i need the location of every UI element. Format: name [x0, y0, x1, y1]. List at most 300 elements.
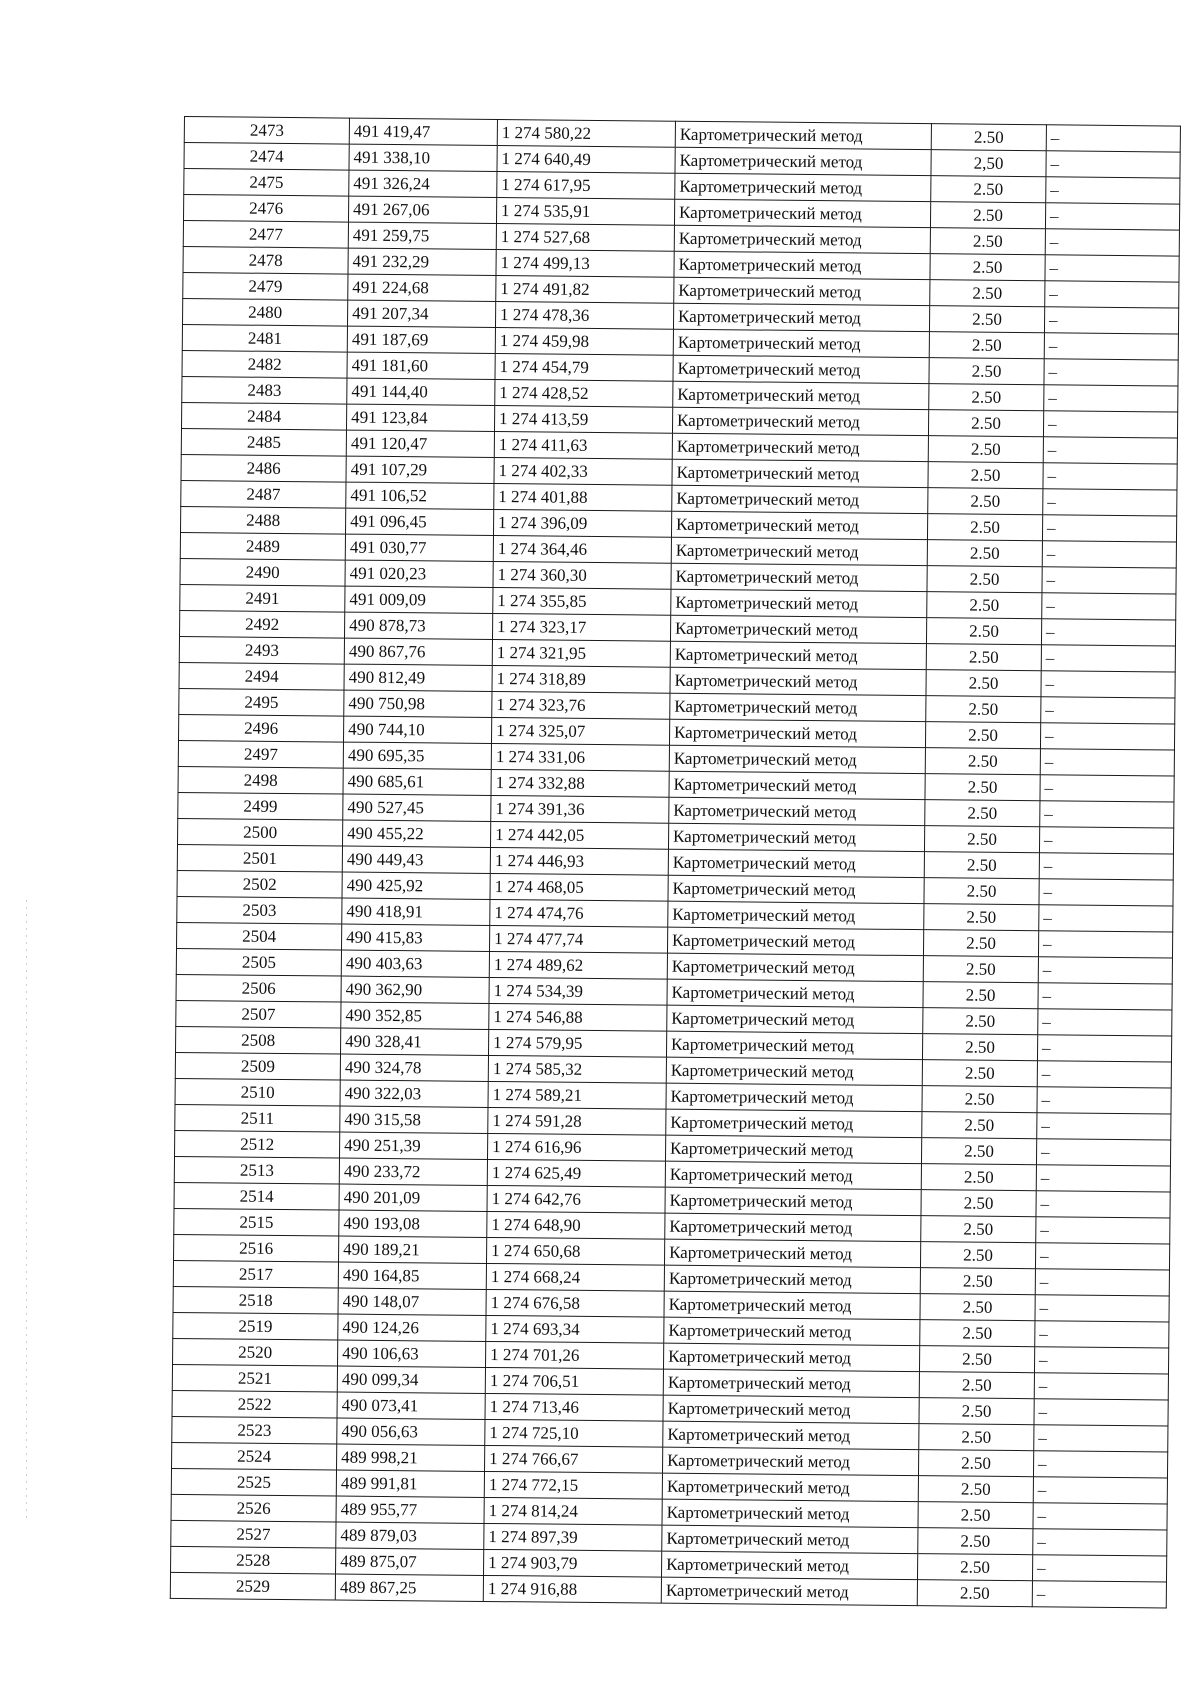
method-cell: Картометрический метод — [673, 355, 929, 383]
accuracy-cell: 2,50 — [931, 150, 1046, 177]
method-cell: Картометрический метод — [664, 1265, 920, 1293]
x-coordinate-cell: 490 189,21 — [339, 1236, 487, 1263]
y-coordinate-cell: 1 274 499,13 — [496, 250, 674, 278]
method-cell: Картометрический метод — [662, 1447, 918, 1475]
method-cell: Картометрический метод — [673, 381, 929, 409]
point-number-cell: 2495 — [179, 688, 344, 716]
x-coordinate-cell: 491 181,60 — [347, 352, 495, 379]
note-cell: – — [1035, 1243, 1169, 1270]
y-coordinate-cell: 1 274 625,49 — [487, 1159, 665, 1187]
point-number-cell: 2485 — [181, 428, 346, 456]
note-cell: – — [1046, 125, 1180, 152]
y-coordinate-cell: 1 274 903,79 — [484, 1549, 662, 1577]
x-coordinate-cell: 490 812,49 — [344, 664, 492, 691]
point-number-cell: 2493 — [179, 636, 344, 664]
point-number-cell: 2480 — [182, 298, 347, 326]
x-coordinate-cell: 490 425,92 — [342, 872, 490, 899]
y-coordinate-cell: 1 274 442,05 — [490, 821, 668, 849]
method-cell: Картометрический метод — [663, 1369, 919, 1397]
accuracy-cell: 2.50 — [920, 1268, 1035, 1295]
note-cell: – — [1036, 1191, 1170, 1218]
note-cell: – — [1040, 723, 1174, 750]
point-number-cell: 2496 — [179, 714, 344, 742]
note-cell: – — [1034, 1347, 1168, 1374]
accuracy-cell: 2.50 — [921, 1190, 1036, 1217]
accuracy-cell: 2.50 — [930, 228, 1045, 255]
point-number-cell: 2482 — [182, 350, 347, 378]
note-cell: – — [1039, 905, 1173, 932]
note-cell: – — [1043, 489, 1177, 516]
accuracy-cell: 2.50 — [923, 1008, 1038, 1035]
method-cell: Картометрический метод — [668, 849, 924, 877]
note-cell: – — [1033, 1477, 1167, 1504]
accuracy-cell: 2.50 — [918, 1450, 1033, 1477]
note-cell: – — [1038, 931, 1172, 958]
y-coordinate-cell: 1 274 468,05 — [490, 873, 668, 901]
point-number-cell: 2527 — [171, 1520, 336, 1548]
y-coordinate-cell: 1 274 323,17 — [492, 613, 670, 641]
y-coordinate-cell: 1 274 617,95 — [497, 172, 675, 200]
method-cell: Картометрический метод — [675, 147, 931, 175]
note-cell: – — [1043, 463, 1177, 490]
method-cell: Картометрический метод — [669, 719, 925, 747]
coordinates-table-wrapper — [170, 116, 1180, 1608]
x-coordinate-cell: 491 020,23 — [345, 560, 493, 587]
method-cell: Картометрический метод — [662, 1525, 918, 1553]
point-number-cell: 2481 — [182, 324, 347, 352]
note-cell: – — [1040, 749, 1174, 776]
y-coordinate-cell: 1 274 589,21 — [488, 1081, 666, 1109]
method-cell: Картометрический метод — [669, 745, 925, 773]
point-number-cell: 2490 — [180, 558, 345, 586]
note-cell: – — [1044, 307, 1178, 334]
note-cell: – — [1033, 1529, 1167, 1556]
accuracy-cell: 2.50 — [926, 644, 1041, 671]
method-cell: Картометрический метод — [664, 1291, 920, 1319]
note-cell: – — [1045, 255, 1179, 282]
point-number-cell: 2479 — [183, 272, 348, 300]
point-number-cell: 2476 — [183, 195, 348, 223]
method-cell: Картометрический метод — [667, 927, 923, 955]
x-coordinate-cell: 490 124,26 — [338, 1314, 486, 1341]
y-coordinate-cell: 1 274 489,62 — [489, 951, 667, 979]
point-number-cell: 2499 — [178, 792, 343, 820]
note-cell: – — [1036, 1139, 1170, 1166]
note-cell: – — [1039, 879, 1173, 906]
point-number-cell: 2491 — [180, 584, 345, 612]
method-cell: Картометрический метод — [674, 225, 930, 253]
y-coordinate-cell: 1 274 701,26 — [486, 1341, 664, 1369]
method-cell: Картометрический метод — [665, 1213, 921, 1241]
note-cell: – — [1036, 1165, 1170, 1192]
note-cell: – — [1039, 827, 1173, 854]
accuracy-cell: 2.50 — [920, 1320, 1035, 1347]
method-cell: Картометрический метод — [666, 1083, 922, 1111]
method-cell: Картометрический метод — [670, 667, 926, 695]
point-number-cell: 2516 — [174, 1234, 339, 1262]
point-number-cell: 2508 — [176, 1026, 341, 1054]
accuracy-cell: 2.50 — [927, 566, 1042, 593]
point-number-cell: 2526 — [171, 1494, 336, 1522]
note-cell: – — [1038, 1009, 1172, 1036]
point-number-cell: 2507 — [176, 1000, 341, 1028]
method-cell: Картометрический метод — [671, 563, 927, 591]
point-number-cell: 2515 — [174, 1208, 339, 1236]
y-coordinate-cell: 1 274 693,34 — [486, 1315, 664, 1343]
accuracy-cell: 2.50 — [925, 800, 1040, 827]
point-number-cell: 2502 — [177, 870, 342, 898]
x-coordinate-cell: 491 030,77 — [345, 534, 493, 561]
note-cell: – — [1044, 385, 1178, 412]
method-cell: Картометрический метод — [669, 797, 925, 825]
y-coordinate-cell: 1 274 355,85 — [493, 587, 671, 615]
x-coordinate-cell: 491 106,52 — [346, 482, 494, 509]
point-number-cell: 2510 — [175, 1078, 340, 1106]
point-number-cell: 2524 — [172, 1442, 337, 1470]
note-cell: – — [1045, 281, 1179, 308]
y-coordinate-cell: 1 274 648,90 — [487, 1211, 665, 1239]
x-coordinate-cell: 490 056,63 — [337, 1418, 485, 1445]
accuracy-cell: 2.50 — [923, 930, 1038, 957]
accuracy-cell: 2.50 — [929, 384, 1044, 411]
point-number-cell: 2517 — [173, 1260, 338, 1288]
y-coordinate-cell: 1 274 477,74 — [489, 925, 667, 953]
x-coordinate-cell: 489 991,81 — [336, 1470, 484, 1497]
x-coordinate-cell: 490 455,22 — [342, 820, 490, 847]
note-cell: – — [1044, 333, 1178, 360]
method-cell: Картометрический метод — [674, 199, 930, 227]
note-cell: – — [1040, 775, 1174, 802]
method-cell: Картометрический метод — [674, 277, 930, 305]
y-coordinate-cell: 1 274 814,24 — [484, 1497, 662, 1525]
point-number-cell: 2487 — [181, 480, 346, 508]
x-coordinate-cell: 491 187,69 — [347, 326, 495, 353]
x-coordinate-cell: 491 224,68 — [348, 274, 496, 301]
y-coordinate-cell: 1 274 713,46 — [485, 1393, 663, 1421]
method-cell: Картометрический метод — [672, 433, 928, 461]
note-cell: – — [1034, 1399, 1168, 1426]
note-cell: – — [1039, 853, 1173, 880]
point-number-cell: 2492 — [180, 610, 345, 638]
point-number-cell: 2521 — [172, 1364, 337, 1392]
accuracy-cell: 2.50 — [918, 1528, 1033, 1555]
point-number-cell: 2477 — [183, 220, 348, 248]
accuracy-cell: 2.50 — [921, 1138, 1036, 1165]
x-coordinate-cell: 490 073,41 — [337, 1392, 485, 1419]
point-number-cell: 2506 — [176, 974, 341, 1002]
method-cell: Картометрический метод — [672, 485, 928, 513]
x-coordinate-cell: 491 120,47 — [346, 430, 494, 457]
point-number-cell: 2513 — [174, 1156, 339, 1184]
accuracy-cell: 2.50 — [922, 1060, 1037, 1087]
y-coordinate-cell: 1 274 474,76 — [490, 899, 668, 927]
x-coordinate-cell: 490 324,78 — [340, 1054, 488, 1081]
method-cell: Картометрический метод — [668, 875, 924, 903]
method-cell: Картометрический метод — [673, 303, 929, 331]
accuracy-cell: 2.50 — [921, 1164, 1036, 1191]
x-coordinate-cell: 490 403,63 — [341, 950, 489, 977]
point-number-cell: 2505 — [176, 948, 341, 976]
accuracy-cell: 2.50 — [928, 436, 1043, 463]
accuracy-cell: 2.50 — [930, 202, 1045, 229]
y-coordinate-cell: 1 274 897,39 — [484, 1523, 662, 1551]
point-number-cell: 2522 — [172, 1390, 337, 1418]
note-cell: – — [1045, 203, 1179, 230]
x-coordinate-cell: 489 955,77 — [336, 1496, 484, 1523]
y-coordinate-cell: 1 274 391,36 — [491, 795, 669, 823]
accuracy-cell: 2.50 — [931, 124, 1046, 151]
accuracy-cell: 2.50 — [927, 540, 1042, 567]
note-cell: – — [1037, 1061, 1171, 1088]
accuracy-cell: 2.50 — [930, 280, 1045, 307]
x-coordinate-cell: 491 419,47 — [349, 118, 497, 145]
y-coordinate-cell: 1 274 454,79 — [495, 353, 673, 381]
x-coordinate-cell: 490 193,08 — [339, 1210, 487, 1237]
y-coordinate-cell: 1 274 676,58 — [486, 1289, 664, 1317]
accuracy-cell: 2.50 — [928, 462, 1043, 489]
accuracy-cell: 2.50 — [927, 592, 1042, 619]
method-cell: Картометрический метод — [661, 1551, 917, 1579]
method-cell: Картометрический метод — [668, 901, 924, 929]
note-cell: – — [1042, 541, 1176, 568]
y-coordinate-cell: 1 274 446,93 — [490, 847, 668, 875]
y-coordinate-cell: 1 274 580,22 — [497, 120, 675, 148]
note-cell: – — [1037, 1035, 1171, 1062]
note-cell: – — [1038, 983, 1172, 1010]
y-coordinate-cell: 1 274 321,95 — [492, 639, 670, 667]
method-cell: Картометрический метод — [662, 1473, 918, 1501]
y-coordinate-cell: 1 274 323,76 — [492, 691, 670, 719]
method-cell: Картометрический метод — [675, 173, 931, 201]
method-cell: Картометрический метод — [664, 1239, 920, 1267]
accuracy-cell: 2.50 — [921, 1216, 1036, 1243]
accuracy-cell: 2.50 — [920, 1242, 1035, 1269]
accuracy-cell: 2.50 — [919, 1424, 1034, 1451]
accuracy-cell: 2.50 — [919, 1346, 1034, 1373]
note-cell: – — [1035, 1269, 1169, 1296]
x-coordinate-cell: 491 232,29 — [348, 248, 496, 275]
x-coordinate-cell: 490 867,76 — [344, 638, 492, 665]
note-cell: – — [1035, 1321, 1169, 1348]
accuracy-cell: 2.50 — [925, 722, 1040, 749]
point-number-cell: 2486 — [181, 454, 346, 482]
method-cell: Картометрический метод — [661, 1577, 917, 1605]
y-coordinate-cell: 1 274 318,89 — [492, 665, 670, 693]
x-coordinate-cell: 491 107,29 — [346, 456, 494, 483]
method-cell: Картометрический метод — [675, 121, 931, 149]
method-cell: Картометрический метод — [670, 615, 926, 643]
method-cell: Картометрический метод — [667, 979, 923, 1007]
point-number-cell: 2498 — [178, 766, 343, 794]
point-number-cell: 2523 — [172, 1416, 337, 1444]
y-coordinate-cell: 1 274 534,39 — [489, 977, 667, 1005]
x-coordinate-cell: 490 527,45 — [343, 794, 491, 821]
point-number-cell: 2500 — [178, 818, 343, 846]
y-coordinate-cell: 1 274 360,30 — [493, 561, 671, 589]
scan-margin-artifact — [26, 900, 27, 1520]
x-coordinate-cell: 490 744,10 — [343, 716, 491, 743]
point-number-cell: 2478 — [183, 246, 348, 274]
method-cell: Картометрический метод — [667, 1005, 923, 1033]
note-cell: – — [1042, 593, 1176, 620]
y-coordinate-cell: 1 274 527,68 — [496, 224, 674, 252]
accuracy-cell: 2.50 — [926, 670, 1041, 697]
method-cell: Картометрический метод — [662, 1499, 918, 1527]
method-cell: Картометрический метод — [672, 407, 928, 435]
y-coordinate-cell: 1 274 478,36 — [495, 302, 673, 330]
y-coordinate-cell: 1 274 331,06 — [491, 743, 669, 771]
y-coordinate-cell: 1 274 579,95 — [488, 1029, 666, 1057]
x-coordinate-cell: 490 695,35 — [343, 742, 491, 769]
x-coordinate-cell: 491 096,45 — [345, 508, 493, 535]
method-cell: Картометрический метод — [666, 1109, 922, 1137]
note-cell: – — [1034, 1373, 1168, 1400]
accuracy-cell: 2.50 — [926, 696, 1041, 723]
y-coordinate-cell: 1 274 616,96 — [487, 1133, 665, 1161]
note-cell: – — [1045, 229, 1179, 256]
point-number-cell: 2519 — [173, 1312, 338, 1340]
x-coordinate-cell: 490 750,98 — [344, 690, 492, 717]
accuracy-cell: 2.50 — [917, 1580, 1032, 1607]
y-coordinate-cell: 1 274 668,24 — [486, 1263, 664, 1291]
x-coordinate-cell: 490 352,85 — [341, 1002, 489, 1029]
y-coordinate-cell: 1 274 413,59 — [494, 405, 672, 433]
point-number-cell: 2520 — [173, 1338, 338, 1366]
x-coordinate-cell: 491 338,10 — [349, 144, 497, 171]
x-coordinate-cell: 490 878,73 — [344, 612, 492, 639]
accuracy-cell: 2.50 — [922, 1112, 1037, 1139]
x-coordinate-cell: 490 362,90 — [341, 976, 489, 1003]
method-cell: Картометрический метод — [663, 1421, 919, 1449]
point-number-cell: 2512 — [175, 1130, 340, 1158]
accuracy-cell: 2.50 — [922, 1086, 1037, 1113]
note-cell: – — [1038, 957, 1172, 984]
x-coordinate-cell: 491 326,24 — [349, 170, 497, 197]
point-number-cell: 2497 — [178, 740, 343, 768]
y-coordinate-cell: 1 274 401,88 — [494, 483, 672, 511]
x-coordinate-cell: 491 009,09 — [345, 586, 493, 613]
coordinates-table — [170, 116, 1181, 1609]
y-coordinate-cell: 1 274 642,76 — [487, 1185, 665, 1213]
method-cell: Картометрический метод — [666, 1057, 922, 1085]
point-number-cell: 2518 — [173, 1286, 338, 1314]
method-cell: Картометрический метод — [669, 771, 925, 799]
method-cell: Картометрический метод — [665, 1135, 921, 1163]
method-cell: Картометрический метод — [671, 511, 927, 539]
y-coordinate-cell: 1 274 459,98 — [495, 327, 673, 355]
note-cell: – — [1033, 1451, 1167, 1478]
accuracy-cell: 2.50 — [925, 748, 1040, 775]
point-number-cell: 2483 — [182, 376, 347, 404]
note-cell: – — [1040, 801, 1174, 828]
accuracy-cell: 2.50 — [923, 956, 1038, 983]
point-number-cell: 2504 — [177, 922, 342, 950]
x-coordinate-cell: 491 267,06 — [348, 196, 496, 223]
accuracy-cell: 2.50 — [927, 514, 1042, 541]
x-coordinate-cell: 490 418,91 — [342, 898, 490, 925]
point-number-cell: 2473 — [184, 117, 349, 145]
note-cell: – — [1042, 567, 1176, 594]
x-coordinate-cell: 490 233,72 — [339, 1158, 487, 1185]
method-cell: Картометрический метод — [664, 1317, 920, 1345]
x-coordinate-cell: 491 207,34 — [347, 300, 495, 327]
x-coordinate-cell: 490 251,39 — [340, 1132, 488, 1159]
note-cell: – — [1043, 437, 1177, 464]
point-number-cell: 2501 — [177, 844, 342, 872]
note-cell: – — [1042, 515, 1176, 542]
note-cell: – — [1032, 1555, 1166, 1582]
y-coordinate-cell: 1 274 585,32 — [488, 1055, 666, 1083]
note-cell: – — [1041, 619, 1175, 646]
accuracy-cell: 2.50 — [922, 1034, 1037, 1061]
y-coordinate-cell: 1 274 325,07 — [491, 717, 669, 745]
note-cell: – — [1032, 1581, 1166, 1608]
accuracy-cell: 2.50 — [924, 826, 1039, 853]
y-coordinate-cell: 1 274 396,09 — [493, 509, 671, 537]
note-cell: – — [1041, 645, 1175, 672]
note-cell: – — [1037, 1087, 1171, 1114]
y-coordinate-cell: 1 274 706,51 — [485, 1367, 663, 1395]
point-number-cell: 2514 — [174, 1182, 339, 1210]
point-number-cell: 2511 — [175, 1104, 340, 1132]
note-cell: – — [1037, 1113, 1171, 1140]
x-coordinate-cell: 490 322,03 — [340, 1080, 488, 1107]
accuracy-cell: 2.50 — [929, 332, 1044, 359]
accuracy-cell: 2.50 — [928, 410, 1043, 437]
accuracy-cell: 2.50 — [924, 878, 1039, 905]
method-cell: Картометрический метод — [663, 1395, 919, 1423]
y-coordinate-cell: 1 274 411,63 — [494, 431, 672, 459]
note-cell: – — [1046, 177, 1180, 204]
point-number-cell: 2484 — [182, 402, 347, 430]
accuracy-cell: 2.50 — [918, 1502, 1033, 1529]
y-coordinate-cell: 1 274 766,67 — [485, 1445, 663, 1473]
point-number-cell: 2503 — [177, 896, 342, 924]
note-cell: – — [1041, 697, 1175, 724]
y-coordinate-cell: 1 274 591,28 — [488, 1107, 666, 1135]
point-number-cell: 2525 — [171, 1468, 336, 1496]
x-coordinate-cell: 490 315,58 — [340, 1106, 488, 1133]
point-number-cell: 2509 — [175, 1052, 340, 1080]
x-coordinate-cell: 491 259,75 — [348, 222, 496, 249]
note-cell: – — [1033, 1503, 1167, 1530]
accuracy-cell: 2.50 — [918, 1476, 1033, 1503]
accuracy-cell: 2.50 — [919, 1398, 1034, 1425]
accuracy-cell: 2.50 — [919, 1372, 1034, 1399]
method-cell: Картометрический метод — [667, 953, 923, 981]
x-coordinate-cell: 490 201,09 — [339, 1184, 487, 1211]
y-coordinate-cell: 1 274 640,49 — [497, 146, 675, 174]
y-coordinate-cell: 1 274 916,88 — [483, 1575, 661, 1603]
accuracy-cell: 2.50 — [929, 358, 1044, 385]
method-cell: Картометрический метод — [666, 1031, 922, 1059]
x-coordinate-cell: 489 998,21 — [337, 1444, 485, 1471]
method-cell: Картометрический метод — [670, 641, 926, 669]
y-coordinate-cell: 1 274 650,68 — [486, 1237, 664, 1265]
x-coordinate-cell: 490 148,07 — [338, 1288, 486, 1315]
point-number-cell: 2474 — [184, 143, 349, 171]
method-cell: Картометрический метод — [665, 1161, 921, 1189]
y-coordinate-cell: 1 274 428,52 — [495, 379, 673, 407]
point-number-cell: 2475 — [184, 169, 349, 197]
method-cell: Картометрический метод — [668, 823, 924, 851]
x-coordinate-cell: 490 415,83 — [342, 924, 490, 951]
method-cell: Картометрический метод — [665, 1187, 921, 1215]
point-number-cell: 2529 — [170, 1572, 335, 1600]
x-coordinate-cell: 489 875,07 — [336, 1548, 484, 1575]
method-cell: Картометрический метод — [673, 329, 929, 357]
method-cell: Картометрический метод — [663, 1343, 919, 1371]
